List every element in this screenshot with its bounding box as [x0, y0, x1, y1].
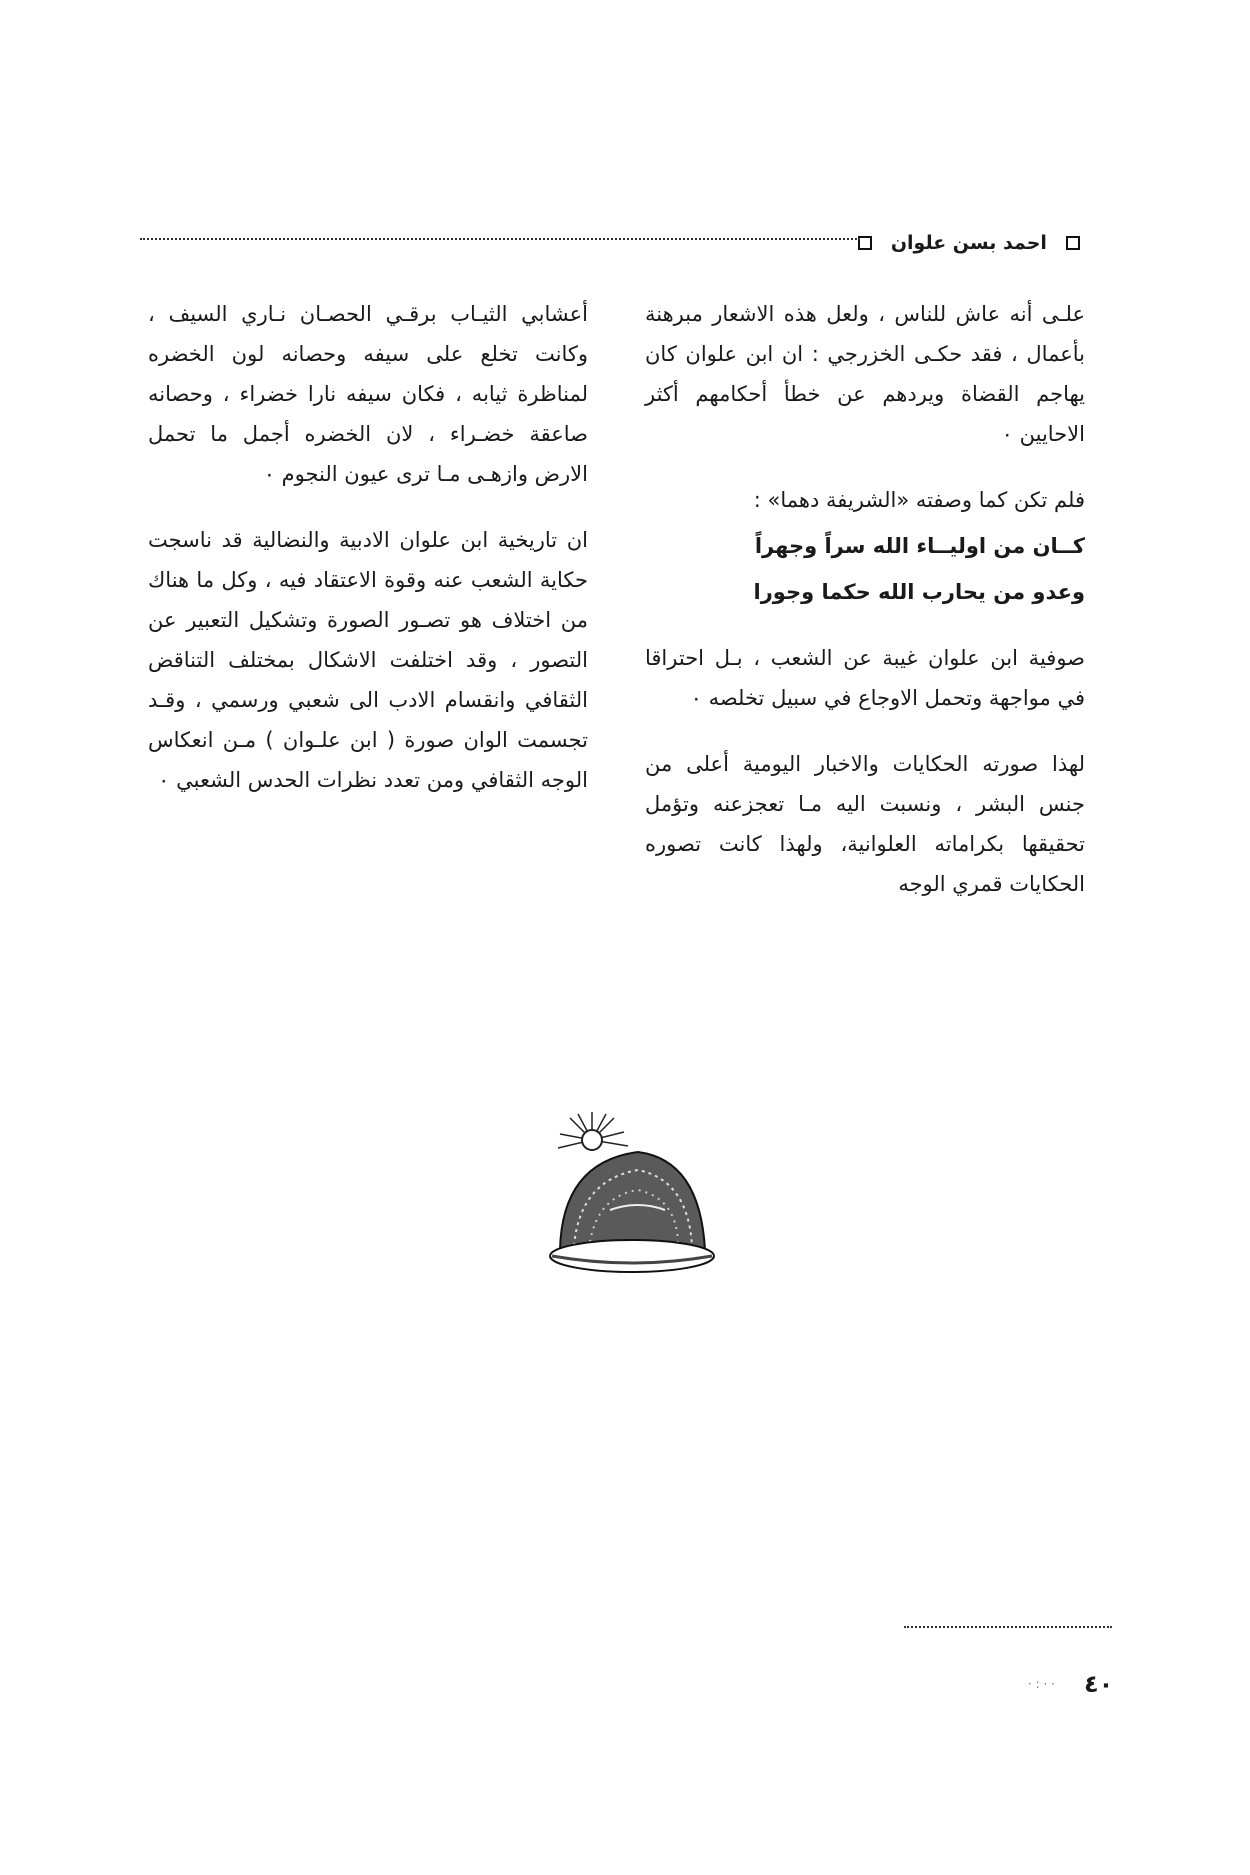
paragraph: صوفية ابن علوان غيبة عن الشعب ، بـل احتراقا في مواجهة وتحمل الاوجاع في سبيل تخلصه ٠ [645, 646, 1085, 710]
header-dotted-rule [140, 238, 860, 240]
page-number: ٤٠ [1084, 1670, 1114, 1698]
running-header [140, 232, 1080, 262]
paragraph: لهذا صورته الحكايات والاخبار اليومية أعلى من جنس البشر ، ونسبت اليه مـا تعجزعنه وتؤمل تحقيقها بكراماته العلوانية، ولهذا كانت تصوره الحكايات قمري الوجه [645, 752, 1085, 896]
verse-line: كــان من اوليــاء الله سراً وجهراً [754, 534, 1085, 558]
paragraph: ان تاريخية ابن علوان الادبية والنضالية قد ناسجت حكاية الشعب عنه وقوة الاعتقاد فيه ، وكل ما هناك من اختلاف هو تصـور الصورة وتشكيل التعبير عن التصور ، وقد اختلفت الاشكال بمختلف التناقض الثقافي وانقسام الادب الى شعبي ورسمي ، وقـد تجسمت الوان صورة ( ابن علـوان ) مـن انعكاس الوجه الثقافي ومن تعدد نظرات الحدس الشعبي ٠ [148, 528, 588, 792]
verse-line: وعدو من يحارب الله حكما وجورا [753, 580, 1085, 604]
paragraph: علـى أنه عاش للناس ، ولعل هذه الاشعار مبرهنة بأعمال ، فقد حكـى الخزرجي : ان ابن علوان كان يهاجم القضاة ويردهم عن خطأ أحكامهم أكثر الاحايين ٠ [645, 302, 1085, 446]
paragraph: أعشابي الثيـاب برقـي الحصـان نـاري السيف ، وكانت تخلع على سيفه وحصانه لون الخضره لمناظرة ثيابه ، فكان سيفه نارا خضراء ، وحصانه صاعقة خضـراء ، لان الخضره أجمل ما تحمل الارض وازهـى مـا ترى عيون النجوم ٠ [148, 302, 588, 486]
right-column [645, 294, 1085, 904]
left-column [148, 294, 588, 800]
footer-dotted-rule [904, 1626, 1112, 1628]
square-marker-icon [1066, 236, 1080, 250]
header-title: احمد بسن علوان [890, 232, 1047, 254]
domed-shrine-sunburst-icon [540, 1110, 720, 1294]
paragraph: فلم تكن كما وصفته «الشريفة دهما» : [753, 488, 1085, 512]
scan-specks: · : · · [1028, 1677, 1055, 1691]
